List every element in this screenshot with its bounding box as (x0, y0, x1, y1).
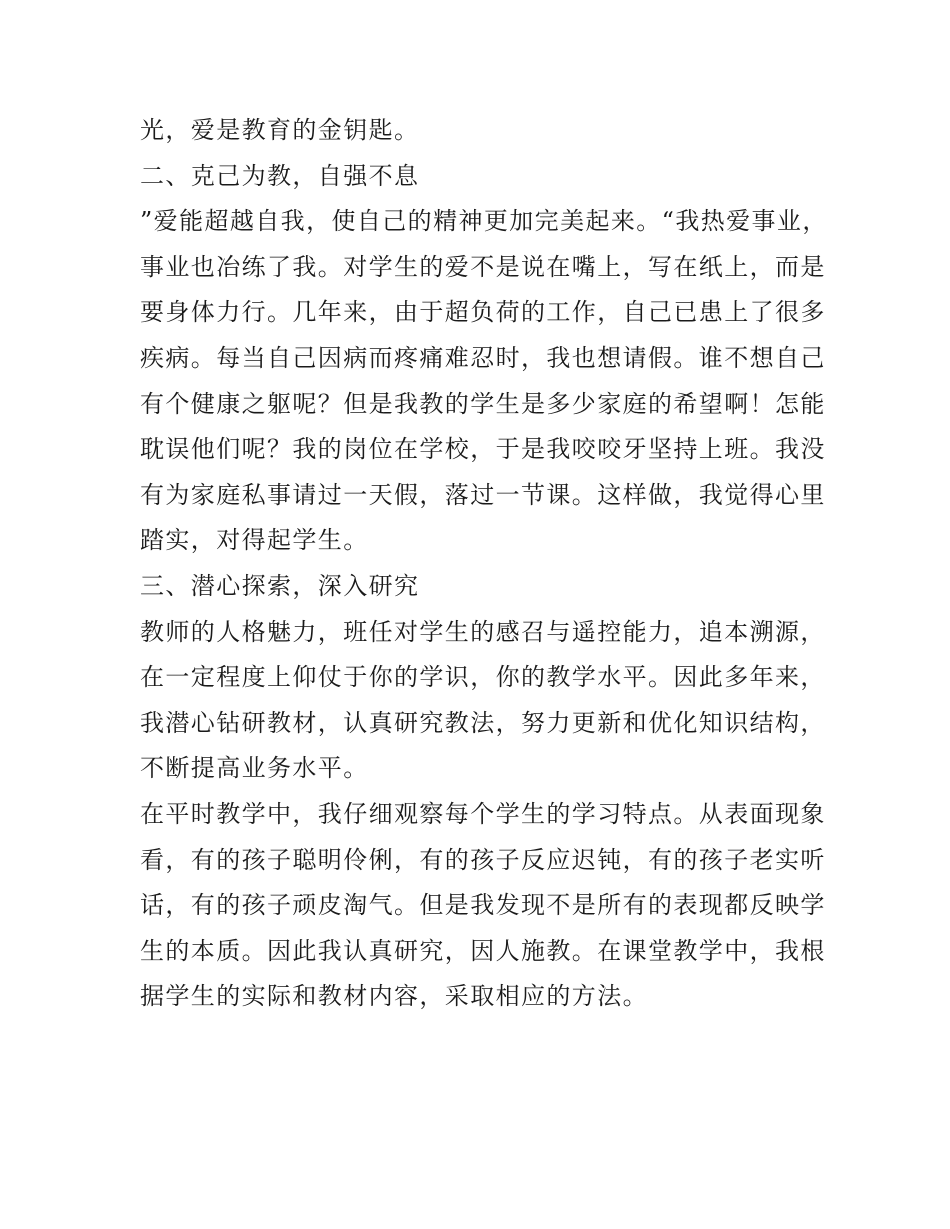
text-line: 话，有的孩子顽皮淘气。但是我发现不是所有的表现都反映学 (140, 891, 826, 920)
text-line: 在一定程度上仰仗于你的学识，你的教学水平。因此多年来， (140, 663, 826, 692)
text-line: 要身体力行。几年来，由于超负荷的工作，自己已患上了很多 (140, 298, 826, 327)
text-line: 有个健康之躯呢？但是我教的学生是多少家庭的希望啊！怎能 (140, 389, 826, 418)
text-line: 不断提高业务水平。 (140, 754, 369, 783)
text-line: 光，爱是教育的金钥匙。 (140, 116, 420, 144)
text-line: 在平时教学中，我仔细观察每个学生的学习特点。从表面现象 (140, 799, 826, 828)
text-line: 看，有的孩子聪明伶俐，有的孩子反应迟钝，有的孩子老实听 (140, 845, 826, 874)
text-line: 耽误他们呢？我的岗位在学校，于是我咬咬牙坚持上班。我没 (140, 435, 826, 464)
text-line: ”爱能超越自我，使自己的精神更加完美起来。“我热爱事业， (140, 207, 828, 236)
text-line: 事业也冶练了我。对学生的爱不是说在嘴上，写在纸上，而是 (140, 252, 826, 281)
text-line: 疾病。每当自己因病而疼痛难忍时，我也想请假。谁不想自己 (140, 343, 826, 372)
text-line: 据学生的实际和教材内容，采取相应的方法。 (140, 982, 648, 1011)
document-body (140, 108, 828, 1020)
text-line: 教师的人格魅力，班任对学生的感召与遥控能力，追本溯源， (140, 617, 826, 646)
text-line: 踏实，对得起学生。 (140, 526, 369, 555)
text-line: 生的本质。因此我认真研究，因人施教。在课堂教学中，我根 (140, 936, 826, 965)
text-line: 有为家庭私事请过一天假，落过一节课。这样做，我觉得心里 (140, 480, 826, 509)
section-heading: 二、克己为教，自强不息 (140, 161, 420, 190)
text-line: 我潜心钻研教材，认真研究教法，努力更新和优化知识结构， (140, 708, 826, 737)
section-heading: 三、潜心探索，深入研究 (140, 571, 420, 600)
